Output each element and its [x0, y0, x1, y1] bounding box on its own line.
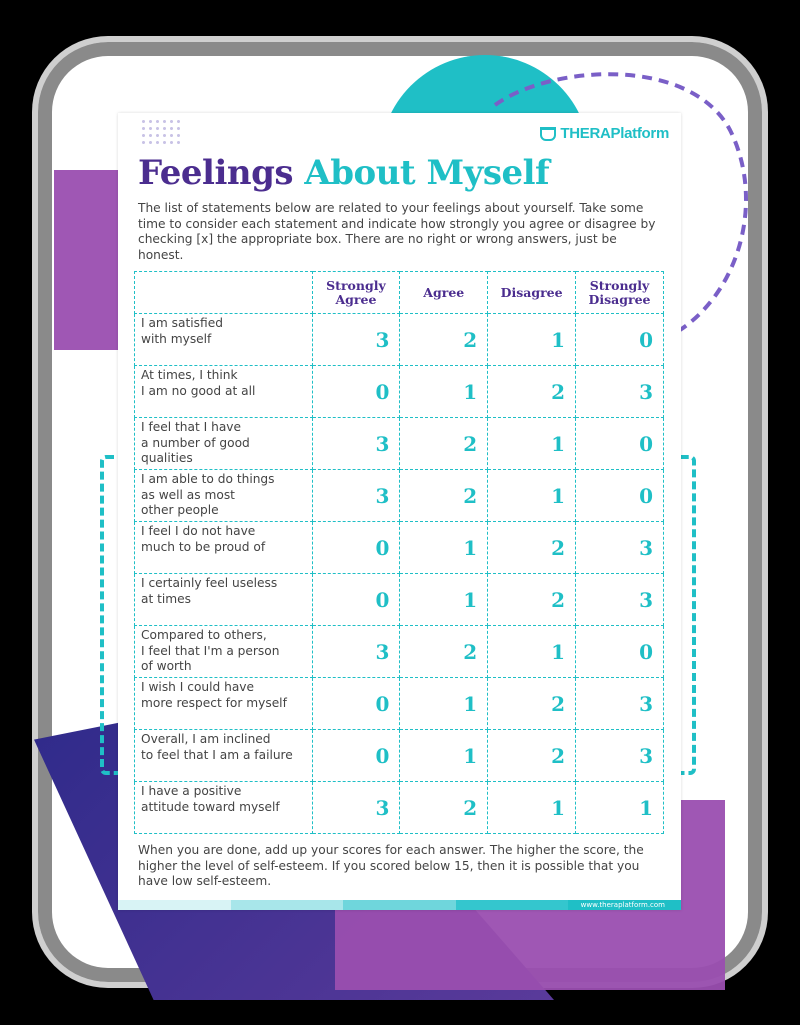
table-row [135, 626, 664, 678]
score-checkbox[interactable]: 2 [488, 678, 576, 730]
score-checkbox[interactable]: 0 [576, 314, 664, 366]
score-checkbox[interactable]: 0 [576, 626, 664, 678]
theraplatform-logo [540, 125, 669, 142]
score-checkbox[interactable]: 3 [576, 730, 664, 782]
score-checkbox[interactable]: 0 [312, 366, 400, 418]
statement-cell: I wish I could have more respect for myself [135, 678, 313, 730]
statement-cell: I certainly feel useless at times [135, 574, 313, 626]
header-strongly-agree: Strongly Agree [312, 272, 400, 314]
score-checkbox[interactable]: 1 [576, 782, 664, 834]
score-checkbox[interactable]: 1 [400, 522, 488, 574]
score-checkbox[interactable]: 2 [400, 314, 488, 366]
score-checkbox[interactable]: 1 [488, 470, 576, 522]
score-checkbox[interactable]: 3 [576, 522, 664, 574]
score-checkbox[interactable]: 1 [488, 418, 576, 470]
table-row [135, 418, 664, 470]
statement-cell: Compared to others, I feel that I'm a person of worth [135, 626, 313, 678]
worksheet [118, 113, 681, 910]
header-strongly-disagree: Strongly Disagree [576, 272, 664, 314]
table-row [135, 314, 664, 366]
table-row [135, 574, 664, 626]
table-row [135, 782, 664, 834]
score-checkbox[interactable]: 2 [400, 782, 488, 834]
statement-cell: I have a positive attitude toward myself [135, 782, 313, 834]
scoring-instructions: When you are done, add up your scores for each answer. The higher the score, the higher the level of self-esteem. If you scored below 15, then it is possible that you have low self-esteem. [138, 843, 644, 888]
table-row [135, 730, 664, 782]
score-checkbox[interactable]: 0 [312, 522, 400, 574]
score-checkbox[interactable]: 2 [400, 418, 488, 470]
dot-pattern [140, 118, 184, 144]
score-checkbox[interactable]: 2 [488, 366, 576, 418]
plus-pattern-left [54, 170, 124, 350]
header-agree: Agree [400, 272, 488, 314]
intro-text: The list of statements below are related to your feelings about yourself. Take some time to consider each statement and indicate how strongly you agree or disagree by checking [x] the appropriate box. There are no right or wrong answers, just be honest. [138, 201, 656, 262]
score-checkbox[interactable]: 1 [488, 782, 576, 834]
table-row [135, 522, 664, 574]
score-checkbox[interactable]: 0 [576, 470, 664, 522]
page-title [138, 153, 549, 193]
title-part-1: Feelings [138, 153, 294, 193]
score-checkbox[interactable]: 0 [312, 574, 400, 626]
score-checkbox[interactable]: 3 [576, 366, 664, 418]
statement-cell: I feel I do not have much to be proud of [135, 522, 313, 574]
statement-cell: At times, I think I am no good at all [135, 366, 313, 418]
statement-cell: I am satisfied with myself [135, 314, 313, 366]
table-row [135, 366, 664, 418]
score-checkbox[interactable]: 3 [576, 574, 664, 626]
logo-text-thera: THERA [560, 125, 611, 142]
score-checkbox[interactable]: 2 [488, 574, 576, 626]
score-checkbox[interactable]: 3 [576, 678, 664, 730]
footer-url: www.theraplatform.com [580, 901, 665, 909]
score-checkbox[interactable]: 3 [312, 626, 400, 678]
score-checkbox[interactable]: 1 [400, 574, 488, 626]
score-checkbox[interactable]: 2 [488, 522, 576, 574]
score-checkbox[interactable]: 3 [312, 782, 400, 834]
score-checkbox[interactable]: 2 [400, 470, 488, 522]
title-part-2: About Myself [304, 153, 550, 193]
score-checkbox[interactable]: 1 [400, 678, 488, 730]
score-checkbox[interactable]: 0 [312, 730, 400, 782]
score-checkbox[interactable]: 0 [576, 418, 664, 470]
logo-mark-icon [540, 127, 556, 141]
statement-cell: I am able to do things as well as most other people [135, 470, 313, 522]
self-esteem-table [134, 271, 664, 834]
score-checkbox[interactable]: 1 [400, 366, 488, 418]
statement-cell: I feel that I have a number of good qualities [135, 418, 313, 470]
header-disagree: Disagree [488, 272, 576, 314]
score-checkbox[interactable]: 0 [312, 678, 400, 730]
header-statement [135, 272, 313, 314]
score-checkbox[interactable]: 3 [312, 314, 400, 366]
score-checkbox[interactable]: 3 [312, 470, 400, 522]
table-header-row [135, 272, 664, 314]
score-checkbox[interactable]: 1 [488, 314, 576, 366]
table-row [135, 678, 664, 730]
score-checkbox[interactable]: 2 [488, 730, 576, 782]
table-row [135, 470, 664, 522]
statement-cell: Overall, I am inclined to feel that I am a failure [135, 730, 313, 782]
score-checkbox[interactable]: 3 [312, 418, 400, 470]
score-checkbox[interactable]: 2 [400, 626, 488, 678]
score-checkbox[interactable]: 1 [400, 730, 488, 782]
score-checkbox[interactable]: 1 [488, 626, 576, 678]
logo-text-platform: Platform [610, 125, 669, 142]
